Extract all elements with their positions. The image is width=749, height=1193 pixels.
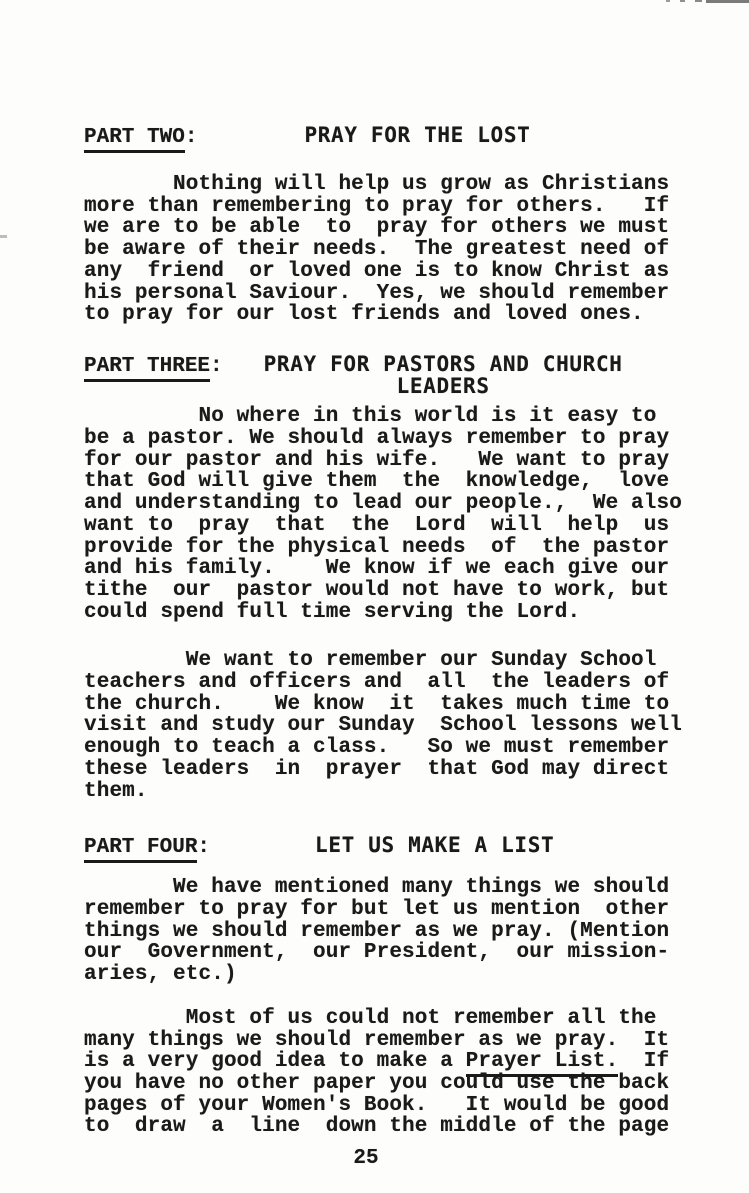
section-heading: [84, 351, 684, 398]
text-line: We have mentioned many things we should: [84, 876, 670, 900]
page-number: 25: [353, 1147, 379, 1171]
underlined-phrase: Prayer List.: [466, 1050, 619, 1077]
text-line: visit and study our Sunday School lessons well: [84, 714, 682, 738]
section-part-three: [84, 351, 684, 803]
section-heading: [84, 125, 684, 149]
paragraph: [84, 650, 684, 802]
text-line: and his family. We know if we each give our: [84, 557, 670, 581]
section-heading: [84, 835, 684, 859]
part-label: PART FOUR:: [84, 837, 210, 859]
text-line: teachers and officers and all the leaders of: [84, 671, 670, 695]
text-line: be a pastor. We should always remember to pray: [84, 427, 670, 451]
scan-artifact-left-edge: [0, 235, 7, 238]
text-line: things we should remember as we pray. (Mention: [84, 919, 670, 943]
text-line: remember to pray for but let us mention other: [84, 897, 670, 921]
part-label-underlined-text: PART TWO: [84, 126, 185, 153]
text-line: want to pray that the Lord will help us: [84, 513, 670, 537]
text-line: could spend full time serving the Lord.: [84, 600, 581, 624]
paragraph: [84, 877, 684, 986]
text-line: many things we should remember as we pray. It: [84, 1028, 670, 1052]
text-line: his personal Saviour. Yes, we should remember: [84, 281, 670, 305]
text-line: our Government, our President, our mission-: [84, 941, 670, 965]
text-line: to pray for our lost friends and loved ones.: [84, 303, 644, 327]
text-line: to draw a line down the middle of the page: [84, 1115, 670, 1139]
text-line: these leaders in prayer that God may direct: [84, 757, 670, 781]
part-label-underlined-text: PART THREE: [84, 355, 210, 382]
section-title-line: LET US MAKE A LIST: [315, 833, 555, 858]
text-line: for our pastor and his wife. We want to pray: [84, 448, 670, 472]
text-line: pages of your Women's Book. It would be good: [84, 1093, 670, 1117]
text-line: be aware of their needs. The greatest need of: [84, 238, 670, 262]
paragraph: [84, 1008, 684, 1138]
part-label: PART THREE:: [84, 356, 223, 378]
section-title-line: LEADERS: [396, 373, 490, 398]
text-line: that God will give them the knowledge, love: [84, 470, 670, 494]
text-line: Nothing will help us grow as Christians: [84, 173, 670, 196]
section-title: [304, 125, 530, 147]
text-line: we are to be able to pray for others we must: [84, 216, 670, 240]
part-label-underlined-text: PART FOUR: [84, 836, 197, 863]
text-line: you have no other paper you could use the back: [84, 1071, 670, 1095]
text-line: No where in this world is it easy to: [84, 405, 657, 429]
text-line: more than remembering to pray for others. If: [84, 194, 670, 218]
paragraph: [84, 174, 684, 326]
text-line: any friend or loved one is to know Christ as: [84, 259, 670, 283]
scan-artifact-top-right-bar: [706, 0, 749, 3]
part-label: PART TWO:: [84, 127, 197, 149]
text-line: aries, etc.): [84, 963, 237, 987]
text-line: is a very good idea to make a Prayer List. If: [84, 1051, 684, 1073]
section-title: [263, 351, 623, 398]
text-line: and understanding to lead our people., We also: [84, 492, 682, 516]
scan-artifact-speck: [695, 0, 702, 2]
page-content: [84, 0, 684, 1170]
section-title: [315, 835, 554, 857]
paragraph: [84, 406, 684, 623]
text-line: tithe our pastor would not have to work, but: [84, 578, 670, 602]
text-line: We want to remember our Sunday School: [84, 649, 657, 673]
section-part-two: [84, 125, 684, 326]
text-line: the church. We know it takes much time to: [84, 692, 670, 716]
text-line: them.: [84, 779, 148, 803]
text-line: enough to teach a class. So we must remember: [84, 736, 670, 760]
text-line: provide for the physical needs of the pastor: [84, 535, 670, 559]
text-line: Most of us could not remember all the: [84, 1006, 657, 1030]
section-title-line: PRAY FOR PASTORS AND CHURCH: [263, 351, 623, 376]
section-title-line: PRAY FOR THE LOST: [304, 123, 531, 147]
section-part-four: [84, 835, 684, 1138]
